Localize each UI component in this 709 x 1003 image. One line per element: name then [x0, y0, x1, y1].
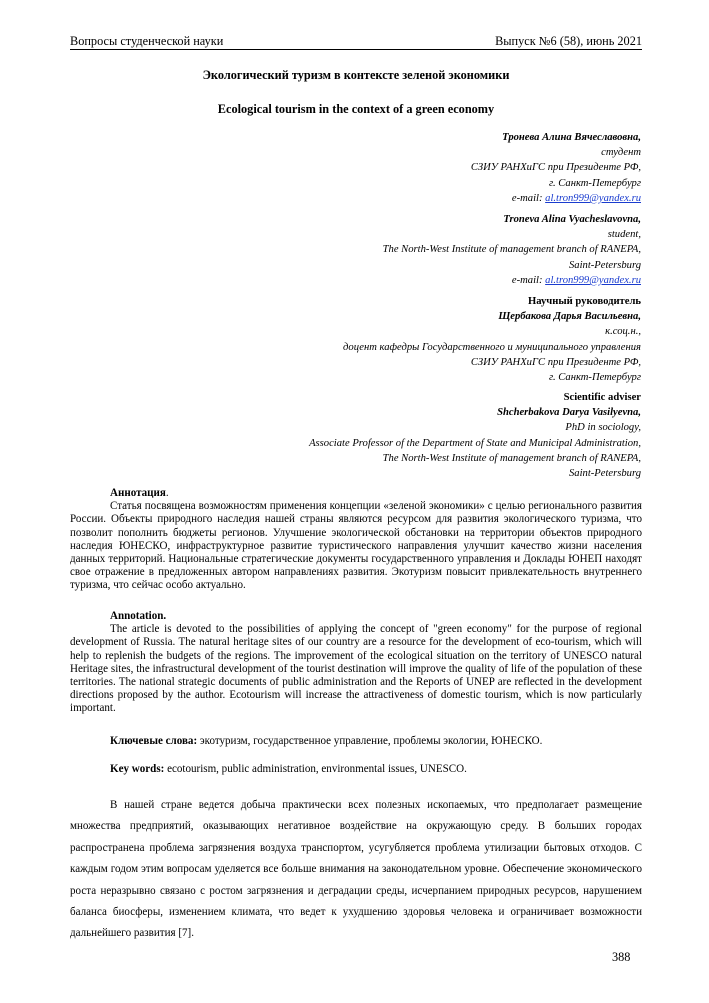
- abstract-label: Annotation.: [110, 610, 167, 622]
- adviser-heading: Scientific adviser: [563, 392, 641, 403]
- author-block-en: [200, 212, 641, 288]
- author-org: The North-West Institute of management branch of RANEPA,: [382, 244, 641, 256]
- adviser-name: Щербакова Дарья Васильевна,: [498, 311, 641, 323]
- adviser-block-ru: [200, 294, 641, 385]
- author-block-ru: [200, 130, 641, 206]
- adviser-city: г. Санкт-Петербург: [548, 372, 641, 384]
- abstract-en: [70, 610, 642, 716]
- running-header: [70, 34, 642, 50]
- adviser-degree: к.соц.н.,: [605, 326, 641, 338]
- keywords-label: Ключевые слова:: [110, 735, 198, 747]
- email-link[interactable]: al.tron999@yandex.ru: [545, 274, 641, 286]
- author-role: студент: [601, 147, 641, 159]
- adviser-block-en: [200, 390, 641, 481]
- adviser-name: Shcherbakova Darya Vasilyevna,: [497, 407, 641, 419]
- keywords-text: экотуризм, государственное управление, проблемы экологии, ЮНЕСКО.: [199, 735, 543, 747]
- email-link[interactable]: al.tron999@yandex.ru: [545, 192, 641, 204]
- title-russian: Экологический туризм в контексте зеленой экономики: [202, 68, 510, 82]
- keywords-label: Key words:: [110, 763, 165, 775]
- email-label: e-mail:: [511, 192, 543, 204]
- author-email-line: [200, 273, 641, 288]
- issue-info: Выпуск №6 (58), июнь 2021: [495, 34, 642, 48]
- email-label: e-mail:: [511, 274, 543, 286]
- title-english: Ecological tourism in the context of a green economy: [217, 102, 495, 116]
- adviser-org: СЗИУ РАНХиГС при Президенте РФ,: [470, 356, 641, 368]
- abstract-label: Аннотация: [110, 487, 166, 499]
- author-city: Saint-Petersburg: [569, 259, 641, 271]
- author-city: г. Санкт-Петербург: [548, 177, 641, 189]
- adviser-position: доцент кафедры Государственного и муниципального управления: [343, 341, 641, 353]
- author-name: Тронева Алина Вячеславовна,: [502, 132, 641, 143]
- author-name: Troneva Alina Vyacheslavovna,: [503, 214, 641, 225]
- adviser-heading: Научный руководитель: [528, 296, 641, 307]
- abstract-text: Статья посвящена возможностям применения концепции «зеленой экономики» с целью регионального развития России. Объекты природного наследия нашей страны являются ресурсом для развития экологического туризма, что позволит пополнить бюджеты регионов. Улучшение экологической обстановки на территории объектов природного наследия ЮНЕСКО, инфраструктурное развитие туристического направления улучшит качество жизни населения данных территорий. Национальные стратегические документы государственного управления и Доклады ЮНЕП находят свое отражение в предложенных автором направлениях развития. Экотуризм повысит привлекательность внутреннего туризма, что сейчас особо актуально.: [70, 500, 642, 592]
- adviser-city: Saint-Petersburg: [569, 468, 641, 480]
- adviser-position: Associate Professor of the Department of State and Municipal Administration,: [309, 437, 641, 449]
- abstract-ru: Аннотация. Статья посвящена возможностям применения концепции «зеленой экономики» с целью регионального развития России. Объекты природного наследия нашей страны являются ресурсом для развития экологического туризма, что позволит пополнить бюджеты регионов. Улучшение экологической обстановки на территории объектов природного наследия ЮНЕСКО, инфраструктурное развитие туристического направления улучшит качество жизни населения данных территорий. Национальные стратегические документы государственного управления и Доклады ЮНЕП находят свое отражение в предложенных автором направлениях развития. Экотуризм повысит привлекательность внутреннего туризма, что сейчас особо актуально.: [70, 487, 642, 592]
- adviser-degree: PhD in sociology,: [565, 422, 641, 434]
- keywords-text: ecotourism, public administration, environmental issues, UNESCO.: [167, 763, 467, 775]
- keywords-en: [110, 762, 467, 776]
- journal-name: Вопросы студенческой науки: [70, 34, 224, 48]
- body-paragraph: В нашей стране ведется добыча практически всех полезных ископаемых, что предполагает размещение множества предприятий, оказывающих негативное воздействие на окружающую среду. В больших городах распространена проблема загрязнения воздуха транспортом, усугубляется проблема утилизации бытовых отходов. С каждым годом этим вопросам уделяется все больше внимания на законодательном уровне. Обеспечение экономического роста неразрывно связано с ростом загрязнения и деградации среды, исчерпанием природных ресурсов, нарушением баланса биосферы, изменением климата, что ведет к ухудшению здоровья человека и ограничивает возможности дальнейшего развития [7].: [70, 799, 642, 940]
- abstract-text: The article is devoted to the possibilities of applying the concept of "green economy" for the purpose of regional development of Russia. The natural heritage sites of our country are a resource for the development of eco-tourism, which will help to replenish the budgets of the regions. The improvement of the ecological situation on the territory of UNESCO natural Heritage sites, the infrastructural development of the tourist destination will improve the quality of life of the population of these territories. The national strategic documents of public administration and the Reports of UNEP are reflected in the development directions proposed by the author. Ecotourism will increase the attractiveness of domestic tourism, which is now particularly important.: [70, 623, 642, 715]
- author-org: СЗИУ РАНХиГС при Президенте РФ,: [470, 162, 641, 174]
- page-number: 388: [612, 950, 631, 964]
- author-email-line: [200, 191, 641, 206]
- keywords-ru: [110, 734, 542, 748]
- adviser-org: The North-West Institute of management branch of RANEPA,: [382, 452, 641, 464]
- author-role: student,: [607, 229, 641, 241]
